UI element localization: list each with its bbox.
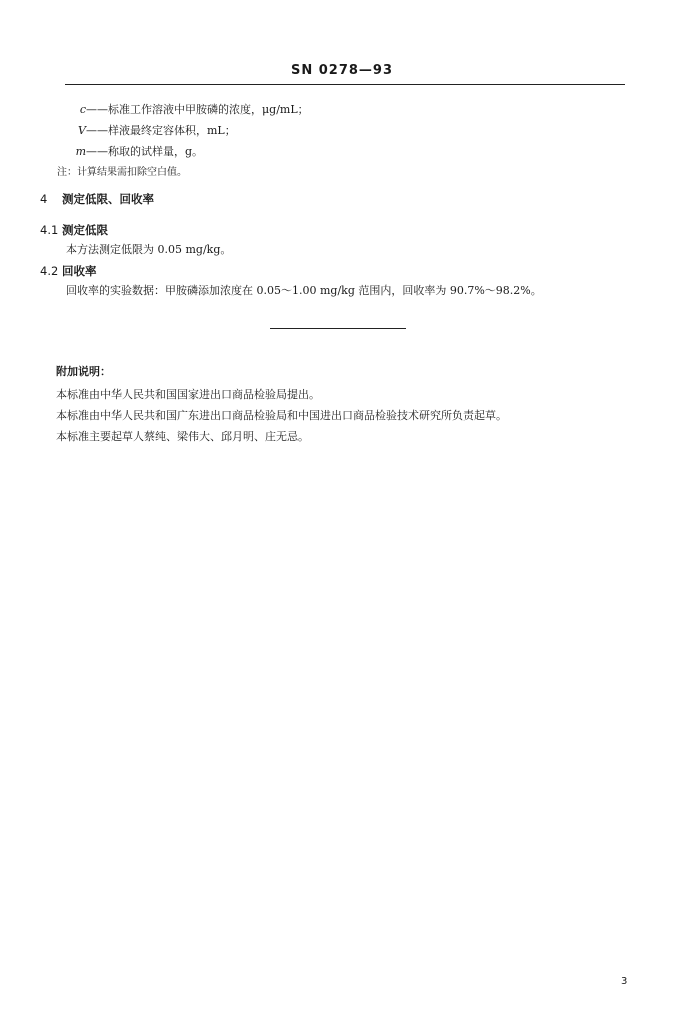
section-4-2-text: 回收率的实验数据：甲胺磷添加浓度在 0.05～1.00 mg/kg 范围内，回收率为 90.7%～98.2%。: [66, 284, 542, 297]
section-title: 回收率: [62, 264, 97, 278]
section-4-heading: [40, 191, 154, 207]
definition-text: ——标准工作溶液中甲胺磷的浓度，μg/mL；: [86, 103, 309, 116]
definition-symbol: V: [78, 124, 86, 137]
definition-text: ——称取的试样量，g。: [86, 145, 204, 158]
section-number: 4: [40, 192, 48, 206]
additional-note-line: 本标准由中华人民共和国广东进出口商品检验局和中国进出口商品检验技术研究所负责起草。: [56, 409, 507, 422]
definition-symbol: m: [75, 145, 86, 158]
additional-note-line: 本标准由中华人民共和国国家进出口商品检验局提出。: [56, 388, 320, 401]
definition-symbol: c: [79, 103, 86, 116]
section-4-1-text: 本方法测定低限为 0.05 mg/kg。: [66, 243, 232, 256]
section-4-2-heading: [40, 263, 97, 279]
end-of-standard-rule: [270, 328, 406, 329]
section-title: 测定低限、回收率: [62, 192, 154, 206]
header-rule: [65, 84, 625, 85]
definition-text: ——样液最终定容体积，mL；: [86, 124, 236, 137]
page-number: 3: [621, 976, 628, 987]
section-number: 4.2: [40, 264, 59, 278]
definition-m: [72, 143, 203, 159]
additional-notes-title: 附加说明：: [56, 365, 111, 378]
section-4-1-heading: [40, 222, 108, 238]
section-title: 测定低限: [62, 223, 108, 237]
section-number: 4.1: [40, 223, 59, 237]
calculation-note: 注：计算结果需扣除空白值。: [57, 167, 187, 178]
additional-note-line: 本标准主要起草人蔡纯、梁伟大、邱月明、庄无忌。: [56, 430, 309, 443]
standard-number: SN 0278—93: [290, 63, 394, 78]
definition-v: [72, 122, 236, 138]
definition-c: [72, 101, 309, 117]
